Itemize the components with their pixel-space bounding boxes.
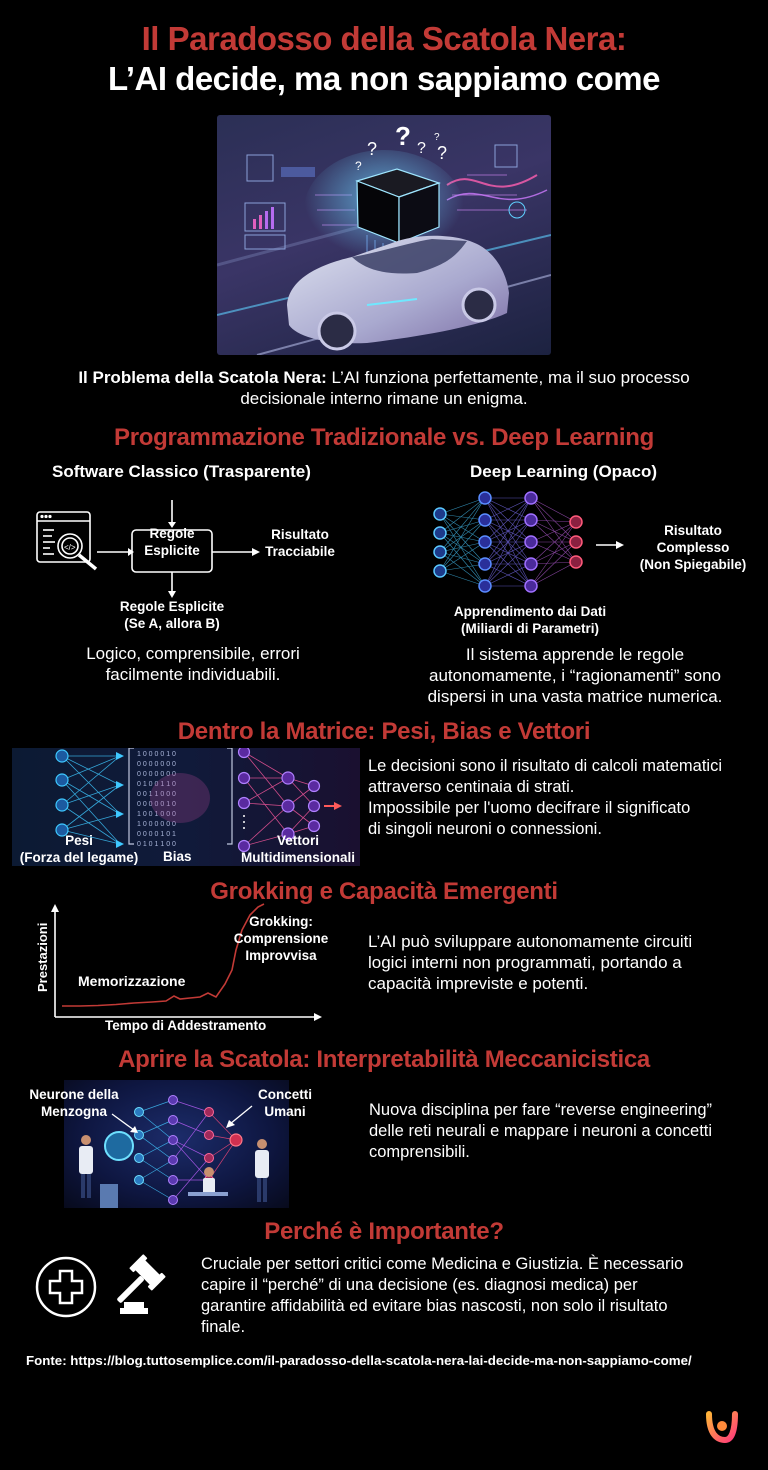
scientist-center xyxy=(203,1167,215,1194)
svg-text:?: ? xyxy=(434,132,440,143)
deep-result-line2: Complesso xyxy=(656,540,730,555)
section-title-interpretability: Aprire la Scatola: Interpretabilità Meccanicistica xyxy=(118,1046,650,1073)
vectors-label-line1: Vettori xyxy=(276,833,319,848)
hero-image xyxy=(217,115,551,355)
intro-bold: Il Problema della Scatola Nera: xyxy=(78,368,327,387)
rules-box-label xyxy=(132,525,212,559)
vectors-label xyxy=(236,832,360,866)
importance-desc-line2: capire il “perché” di una decisione (es. diagnosi medica) per xyxy=(201,1276,638,1294)
deep-result-line1: Risultato xyxy=(664,523,722,538)
classic-description xyxy=(38,643,348,685)
human-concepts-line2: Umani xyxy=(264,1104,306,1119)
arrow-pointer-right-icon xyxy=(224,1104,254,1130)
intro-text-2: decisionale interno rimane un enigma. xyxy=(240,389,528,408)
weights-label-line1: Pesi xyxy=(65,833,93,848)
grokking-desc-line2: logici interni non programmati, portando a xyxy=(368,953,682,972)
deep-learning-label xyxy=(430,603,630,637)
lie-neuron-line1: Neurone della xyxy=(29,1087,119,1102)
grokking-desc-line3: capacità impreviste e potenti. xyxy=(368,974,589,993)
rules-box-line2: Esplicite xyxy=(144,543,200,558)
bias-label: Bias xyxy=(163,849,192,864)
section-title-grokking: Grokking e Capacità Emergenti xyxy=(210,878,558,905)
classic-title: Software Classico (Trasparente) xyxy=(52,462,311,481)
interpretability-desc-line3: comprensibili. xyxy=(369,1143,470,1161)
svg-text:1 0 0 1 0 0 0: 1 0 0 1 0 0 0 xyxy=(137,811,176,818)
weights-label-line2: (Forza del legame) xyxy=(19,850,139,865)
section-title-comparison: Programmazione Tradizionale vs. Deep Learning xyxy=(114,424,654,451)
importance-desc-line4: finale. xyxy=(201,1318,246,1336)
annotation-grokking: Grokking: Comprensione Improvvisa xyxy=(233,914,329,963)
svg-text:1 0 0 0 0 0 0: 1 0 0 0 0 0 0 xyxy=(137,821,176,828)
svg-text:?: ? xyxy=(367,139,378,159)
classic-rules-label xyxy=(92,598,252,632)
interpretability-description xyxy=(369,1100,764,1163)
y-axis-label: Prestazioni xyxy=(35,922,50,992)
svg-text:?: ? xyxy=(355,159,362,173)
vectors-label-line2: Multidimensionali xyxy=(240,850,355,865)
neural-network-icon xyxy=(428,490,628,600)
title-line-2: L’AI decide, ma non sappiamo come xyxy=(108,60,660,97)
lie-neuron-label xyxy=(24,1086,124,1120)
lie-neuron-line2: Menzogna xyxy=(41,1104,107,1119)
svg-text:?: ? xyxy=(395,121,411,151)
deep-description xyxy=(390,644,760,707)
deep-desc-line2: autonomamente, i “ragionamenti” sono xyxy=(429,666,721,685)
grokking-description xyxy=(368,931,758,994)
human-concepts-label xyxy=(250,1086,320,1120)
deep-result-line3: (Non Spiegabile) xyxy=(639,557,747,572)
classic-rules-line2: (Se A, allora B) xyxy=(124,616,220,631)
section-title-matrix: Dentro la Matrice: Pesi, Bias e Vettori xyxy=(177,718,591,745)
importance-desc-line1: Cruciale per settori critici come Medicina e Giustizia. È necessario xyxy=(201,1255,684,1273)
intro-text-1: L’AI funziona perfettamente, ma il suo processo xyxy=(326,368,690,387)
black-box-car-illustration xyxy=(217,115,551,355)
grokking-desc-line1: L’AI può sviluppare autonomamente circuiti xyxy=(368,932,693,951)
classic-result-label xyxy=(255,526,345,560)
annotation-memorization: Memorizzazione xyxy=(78,973,186,989)
matrix-desc-line1: Le decisioni sono il risultato di calcoli matematici xyxy=(368,757,722,775)
svg-text:0 0 0 0 1 0 1: 0 0 0 0 1 0 1 xyxy=(137,831,176,838)
deep-learning-line2: (Miliardi di Parametri) xyxy=(460,621,600,636)
human-concepts-line1: Concetti xyxy=(258,1087,312,1102)
svg-text:0 1 0 0 1 1 0: 0 1 0 0 1 1 0 xyxy=(137,781,176,788)
matrix-desc-line4: di singoli neuroni o connessioni. xyxy=(368,820,602,838)
weights-label xyxy=(14,832,144,866)
deep-learning-line1: Apprendimento dai Dati xyxy=(453,604,607,619)
deep-desc-line1: Il sistema apprende le regole xyxy=(465,645,685,664)
scientist-right xyxy=(255,1139,269,1202)
svg-text:0 0 1 1 0 0 0: 0 0 1 1 0 0 0 xyxy=(137,791,176,798)
title-line-1: Il Paradosso della Scatola Nera: xyxy=(141,20,627,57)
svg-text:0 0 0 0 0 1 0: 0 0 0 0 0 1 0 xyxy=(137,801,176,808)
deep-desc-line3: dispersi in una vasta matrice numerica. xyxy=(427,687,723,706)
importance-description xyxy=(201,1254,761,1338)
arrow-pointer-left-icon xyxy=(110,1112,140,1134)
svg-text:?: ? xyxy=(437,143,448,163)
deep-result-label xyxy=(628,522,758,573)
matrix-desc-line3: Impossibile per l'uomo decifrare il significato xyxy=(368,799,691,817)
section-title-importance: Perché è Importante? xyxy=(264,1218,504,1245)
svg-text:0 0 0 0 0 0 0: 0 0 0 0 0 0 0 xyxy=(137,771,176,778)
code-inspection-icon xyxy=(37,512,96,569)
svg-text:0 1 0 1 1 0 0: 0 1 0 1 1 0 0 xyxy=(137,841,176,848)
intro-text xyxy=(40,367,728,409)
classic-result-line1: Risultato xyxy=(271,527,329,542)
interpretability-desc-line2: delle reti neurali e mappare i neuroni a concetti xyxy=(369,1122,713,1140)
svg-text:1 0 0 0 0 1 0: 1 0 0 0 0 1 0 xyxy=(137,751,176,758)
rules-box-line1: Regole xyxy=(149,526,195,541)
source-link[interactable]: Fonte: https://blog.tuttosemplice.com/il-paradosso-della-scatola-nera-lai-decide-ma-non-sappiamo-come/ xyxy=(26,1353,692,1368)
scientist-left xyxy=(79,1135,93,1198)
svg-text:?: ? xyxy=(417,140,426,157)
classic-desc-line2: facilmente individuabili. xyxy=(105,665,281,684)
svg-text:0 0 0 0 0 0 0: 0 0 0 0 0 0 0 xyxy=(137,761,176,768)
importance-desc-line3: garantire affidabilità ed evitare bias nascosti, non solo il risultato xyxy=(201,1297,668,1315)
svg-text:</>: </> xyxy=(64,543,76,552)
gavel-icon xyxy=(114,1252,184,1322)
x-axis-label: Tempo di Addestramento xyxy=(105,1018,267,1033)
matrix-desc-line2: attraverso centinaia di strati. xyxy=(368,778,575,796)
classic-desc-line1: Logico, comprensibile, errori xyxy=(86,644,300,663)
classic-result-line2: Tracciabile xyxy=(265,544,335,559)
tuttosemplice-logo xyxy=(703,1408,739,1444)
matrix-description xyxy=(368,756,768,840)
medical-cross-icon xyxy=(34,1255,98,1319)
interpretability-desc-line1: Nuova disciplina per fare “reverse engineering” xyxy=(369,1101,713,1119)
deep-title: Deep Learning (Opaco) xyxy=(470,462,658,481)
classic-rules-line1: Regole Esplicite xyxy=(119,599,225,614)
